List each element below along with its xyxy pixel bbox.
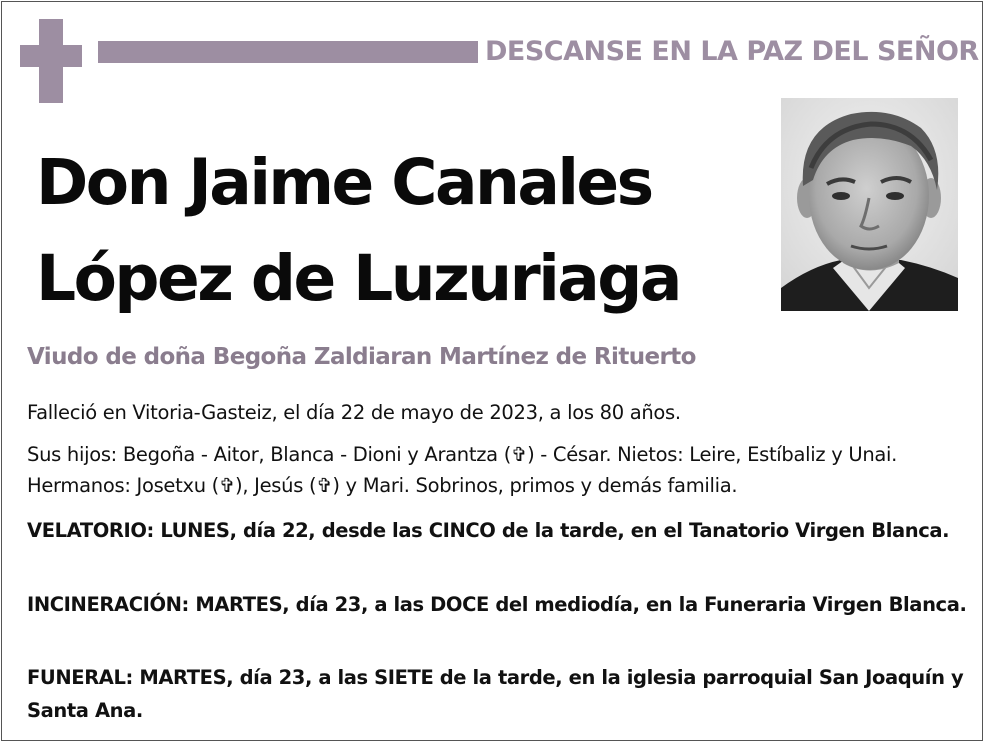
family-text-2: ) - César. Nietos: Leire, Estíbaliz y Unai. Hermanos: Josetxu ( [27,443,898,497]
small-cross-icon: ✞ [316,474,333,497]
widow-line: Viudo de doña Begoña Zaldiaran Martínez de Rituerto [27,344,696,370]
rip-heading: DESCANSE EN LA PAZ DEL SEÑOR [485,36,979,67]
family-text-3: ), Jesús ( [235,474,317,497]
name-line-2: López de Luzuriaga [36,242,680,315]
small-cross-icon: ✞ [219,474,236,497]
deceased-name [36,135,766,327]
cremation-notice: INCINERACIÓN: MARTES, día 23, a las DOCE del mediodía, en la Funeraria Virgen Blanca. [27,593,967,616]
family-paragraph [27,439,972,501]
family-text-4: ) y Mari. Sobrinos, primos y demás familia. [332,474,738,497]
death-notice: Falleció en Vitoria-Gasteiz, el día 22 de mayo de 2023, a los 80 años. [27,401,681,424]
wake-notice: VELATORIO: LUNES, día 22, desde las CINCO de la tarde, en el Tanatorio Virgen Blanca. [27,519,950,542]
obituary-card [1,1,983,741]
family-text-1: Sus hijos: Begoña - Aitor, Blanca - Dioni y Arantza ( [27,443,512,466]
latin-cross-icon [20,19,82,103]
name-line-1: Don Jaime Canales [36,146,652,219]
header-rule [98,41,478,63]
funeral-notice: FUNERAL: MARTES, día 23, a las SIETE de la tarde, en la iglesia parroquial San Joaquín y Santa Ana. [27,666,964,722]
small-cross-icon: ✞ [511,443,528,466]
portrait-photo [781,98,958,311]
